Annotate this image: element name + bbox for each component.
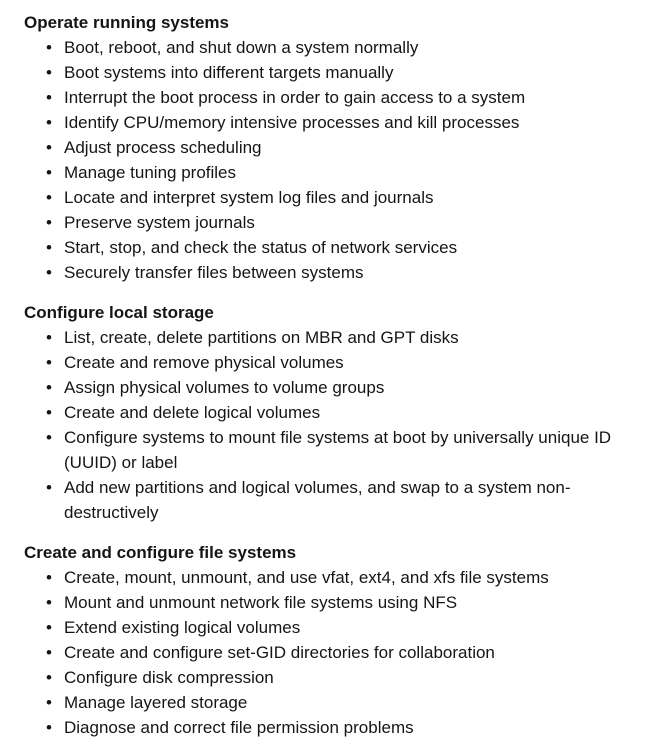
list-item: • Manage layered storage [64, 690, 672, 715]
list-item: • Mount and unmount network file systems using NFS [64, 590, 672, 615]
list-item: • Add new partitions and logical volumes, and swap to a system non-destructively [64, 475, 672, 525]
list-item: • Securely transfer files between systems [64, 260, 672, 285]
list-item: • Boot systems into different targets manually [64, 60, 672, 85]
list-item: • Create and delete logical volumes [64, 400, 672, 425]
section-heading: Create and configure file systems [24, 543, 297, 562]
list-item: • Extend existing logical volumes [64, 615, 672, 640]
section-operate-running-systems [24, 10, 672, 285]
list-item: • Assign physical volumes to volume groups [64, 375, 672, 400]
list-item: • Preserve system journals [64, 210, 672, 235]
list-item: • Diagnose and correct file permission problems [64, 715, 672, 740]
list-item: • Configure systems to mount file systems at boot by universally unique ID (UUID) or label [64, 425, 672, 475]
list-item: • Start, stop, and check the status of network services [64, 235, 672, 260]
list-item: • Create, mount, unmount, and use vfat, ext4, and xfs file systems [64, 565, 672, 590]
objectives-list [24, 35, 672, 285]
list-item: • Create and configure set-GID directories for collaboration [64, 640, 672, 665]
section-heading: Configure local storage [24, 303, 214, 322]
list-item: • Adjust process scheduling [64, 135, 672, 160]
list-item: • Manage tuning profiles [64, 160, 672, 185]
objectives-list [24, 325, 672, 525]
list-item: • Locate and interpret system log files and journals [64, 185, 672, 210]
list-item: • Identify CPU/memory intensive processes and kill processes [64, 110, 672, 135]
list-item: • Configure disk compression [64, 665, 672, 690]
list-item: • List, create, delete partitions on MBR and GPT disks [64, 325, 672, 350]
section-configure-local-storage [24, 300, 672, 525]
objectives-list [24, 565, 672, 740]
section-heading: Operate running systems [24, 13, 230, 32]
list-item: • Boot, reboot, and shut down a system normally [64, 35, 672, 60]
section-create-configure-file-systems [24, 540, 672, 740]
list-item: • Interrupt the boot process in order to gain access to a system [64, 85, 672, 110]
list-item: • Create and remove physical volumes [64, 350, 672, 375]
